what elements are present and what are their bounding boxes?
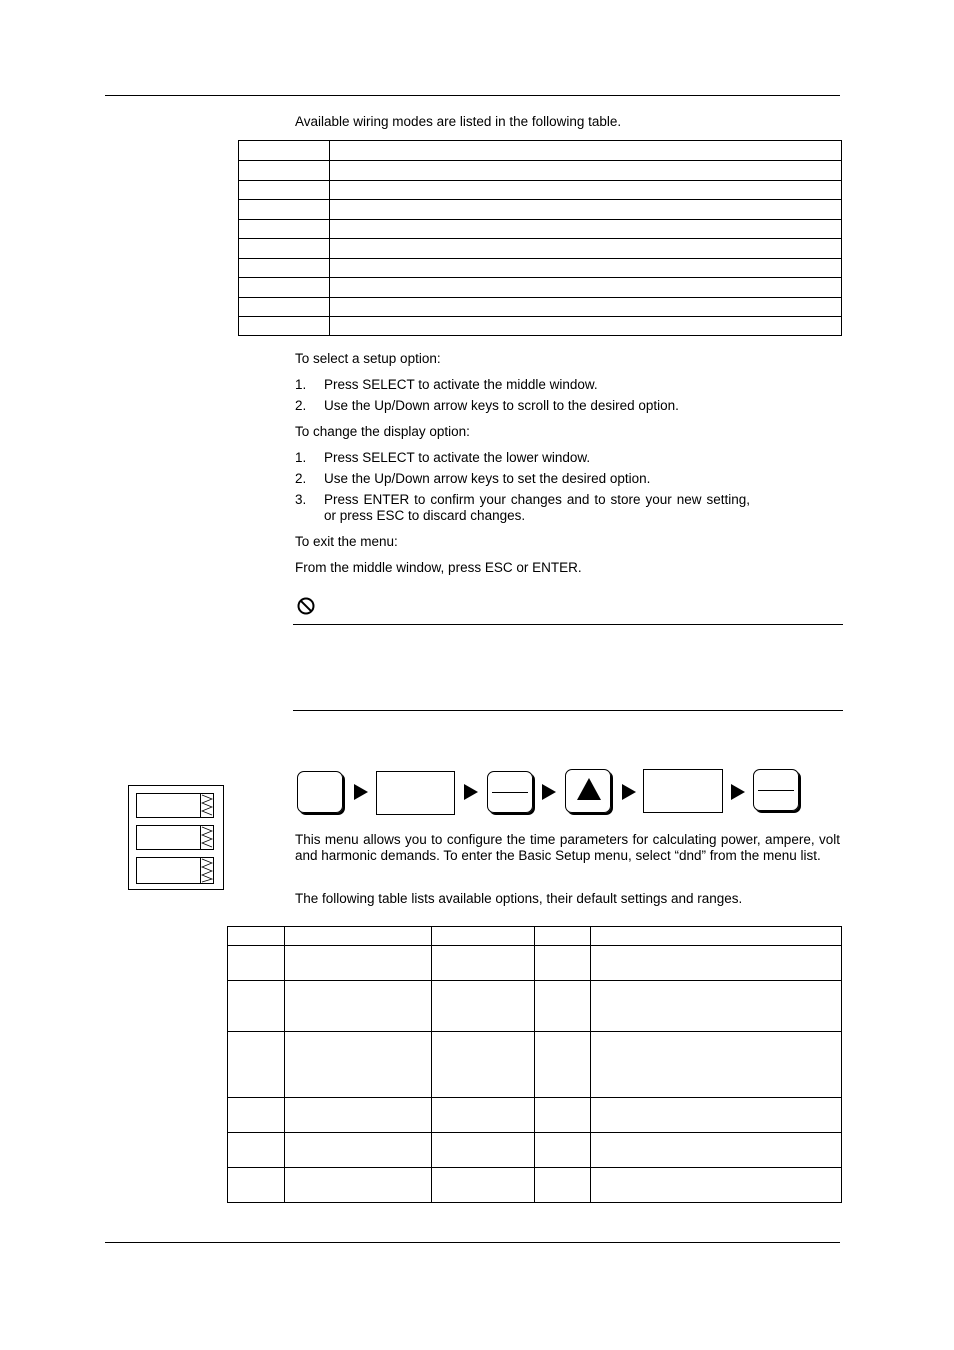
upper-window: [136, 793, 214, 818]
menu-window-icon: [376, 771, 455, 815]
table-row: [239, 200, 842, 220]
step-number: 3.: [295, 492, 307, 507]
enter-key-icon: [487, 771, 533, 813]
change-option-heading: To change the display option:: [295, 424, 470, 439]
step-text: Press SELECT to activate the middle window.: [324, 377, 598, 392]
header-rule: [105, 95, 840, 96]
footer-rule: [105, 1242, 840, 1243]
step-text: Use the Up/Down arrow keys to scroll to the desired option.: [324, 398, 679, 413]
lower-window: [136, 857, 214, 884]
arrow-right-icon: [622, 784, 636, 800]
wiring-modes-table: [238, 140, 842, 336]
wiring-intro: Available wiring modes are listed in the following table.: [295, 114, 622, 129]
select-key-icon: [297, 771, 343, 813]
arrow-right-icon: [731, 784, 745, 800]
table-row: [228, 1032, 842, 1098]
step-text: Press SELECT to activate the lower window.: [324, 450, 591, 465]
display-panel: [128, 785, 224, 890]
step-number: 2.: [295, 398, 307, 413]
enter-key-icon: [753, 769, 799, 811]
up-arrow-key-icon: [565, 769, 611, 813]
table-row: [239, 220, 842, 239]
step-number: 1.: [295, 377, 307, 392]
arrow-right-icon: [542, 784, 556, 800]
step-number: 2.: [295, 471, 307, 486]
middle-window: [136, 825, 214, 850]
step-number: 1.: [295, 450, 307, 465]
segment-pattern: [200, 858, 213, 883]
table-row: [239, 161, 842, 181]
table-row: [239, 317, 842, 336]
table-row: [239, 278, 842, 298]
select-option-heading: To select a setup option:: [295, 351, 441, 366]
table-row: [239, 259, 842, 278]
segment-pattern: [200, 826, 213, 849]
step-text: Use the Up/Down arrow keys to set the desired option.: [324, 471, 651, 486]
table-row: [239, 239, 842, 259]
demand-description: This menu allows you to configure the time parameters for calculating power, ampere, volt and harmonic demands. To enter the Basic Setup menu, select “dnd” from the menu list.: [295, 832, 840, 863]
arrow-right-icon: [464, 784, 478, 800]
step-text: Press ENTER to confirm your changes and to store your new setting, or press ESC to discard changes.: [324, 492, 750, 523]
demand-options-table: [227, 926, 842, 1203]
note-bottom-rule: [293, 710, 843, 711]
table-header-row: [239, 141, 842, 161]
table-row: [239, 298, 842, 317]
note-top-rule: [293, 624, 843, 625]
triangle-up-icon: [576, 777, 602, 801]
table-row: [228, 1168, 842, 1203]
option-window-icon: [643, 769, 723, 813]
arrow-right-icon: [354, 784, 368, 800]
demand-table-intro: The following table lists available options, their default settings and ranges.: [295, 891, 743, 906]
table-row: [228, 1098, 842, 1133]
table-header-row: [228, 927, 842, 946]
table-row: [228, 1133, 842, 1168]
exit-heading: To exit the menu:: [295, 534, 398, 549]
exit-text: From the middle window, press ESC or ENTER.: [295, 560, 582, 575]
table-row: [239, 181, 842, 200]
table-row: [228, 946, 842, 981]
table-row: [228, 981, 842, 1032]
prohibited-icon: [297, 597, 315, 615]
segment-pattern: [200, 794, 213, 817]
